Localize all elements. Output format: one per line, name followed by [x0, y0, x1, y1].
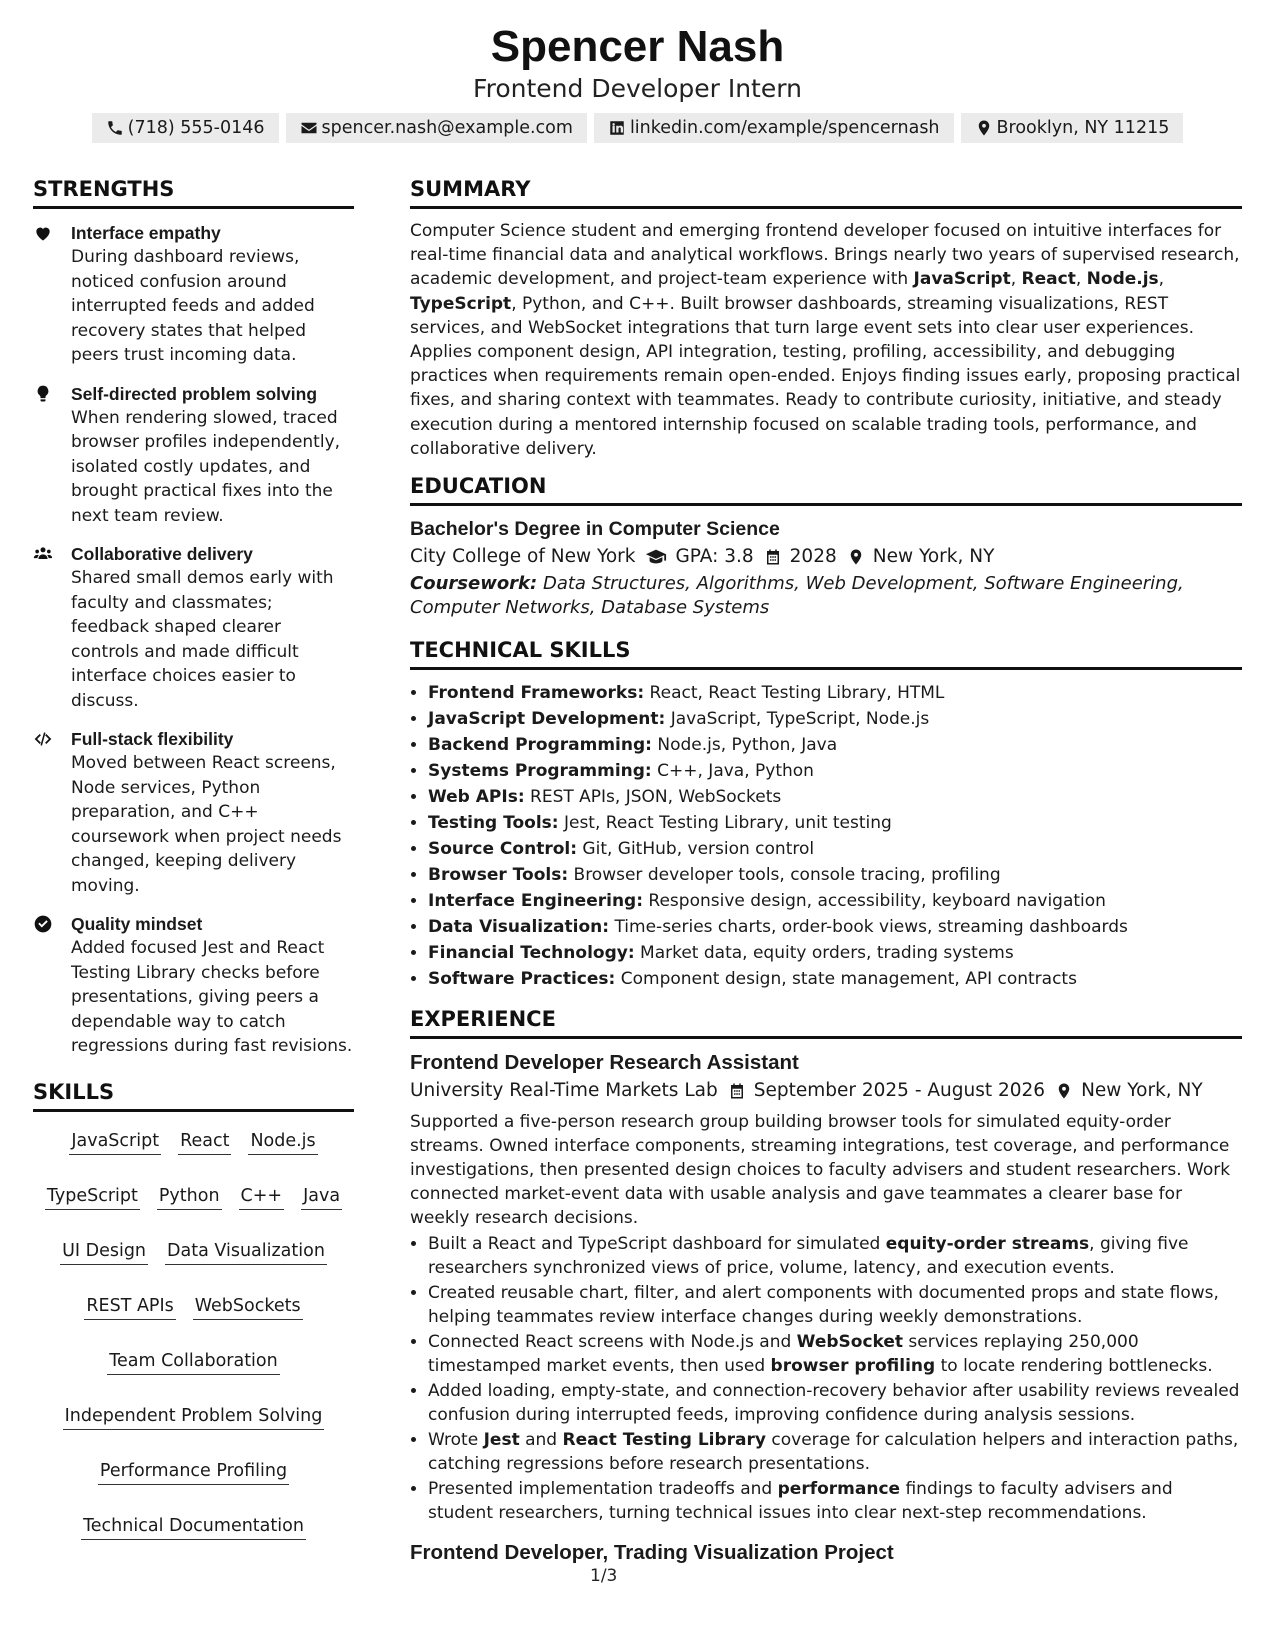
skill-chip: Technical Documentation [81, 1513, 306, 1540]
contact-phone [92, 113, 279, 143]
strength-title: Interface empathy [71, 223, 221, 243]
job-meta [410, 1076, 1242, 1106]
calendar-icon [764, 548, 782, 566]
strength-title: Self-directed problem solving [71, 383, 318, 404]
degree-title: Bachelor's Degree in Computer Science [410, 518, 780, 541]
list-item: • Backend Programming: Node.js, Python, Java [428, 732, 1242, 758]
contact-location [961, 113, 1184, 143]
skill-chip: JavaScript [69, 1128, 161, 1155]
skill-chip: Node.js [248, 1128, 317, 1155]
skill-chip: Independent Problem Solving [63, 1403, 325, 1430]
envelope-icon [300, 119, 318, 137]
check-circle-icon [33, 914, 53, 934]
job-dates: September 2025 - August 2026 [753, 1080, 1046, 1102]
skill-chip: Python [157, 1183, 222, 1210]
list-item: • Added loading, empty-state, and connection-recovery behavior after usability reviews revealed confusion during interrupted feeds, improving confidence during analysis sessions. [428, 1379, 1242, 1427]
list-item: • Web APIs: REST APIs, JSON, WebSockets [428, 784, 1242, 810]
list-item: • Software Practices: Component design, state management, API contracts [428, 966, 1242, 992]
strength-desc: Shared small demos early with faculty and classmates; feedback shaped clearer controls and made difficult interface choices easier to discuss. [71, 568, 334, 711]
right-column [410, 176, 1242, 1566]
strength-desc: During dashboard reviews, noticed confusion around interrupted feeds and added recovery states that helped peers trust incoming data. [71, 247, 315, 365]
list-item: • Data Visualization: Time-series charts, order-book views, streaming dashboards [428, 914, 1242, 940]
strength-title: Full-stack flexibility [71, 729, 234, 749]
list-item: • Presented implementation tradeoffs and performance findings to faculty advisers and student researchers, turning technical issues into clear next-step recommendations. [428, 1477, 1242, 1525]
experience-heading: EXPERIENCE [410, 1006, 1242, 1039]
contact-bar [0, 113, 1275, 143]
resume-body [33, 176, 1242, 1566]
skill-chip: Team Collaboration [107, 1348, 279, 1375]
job-bullets [410, 1232, 1242, 1525]
left-column [33, 176, 354, 1566]
heart-icon [33, 223, 53, 243]
school-name: City College of New York [410, 546, 636, 568]
strength-title: Collaborative delivery [71, 544, 253, 564]
skill-chip: WebSockets [193, 1293, 303, 1320]
list-item: • Interface Engineering: Responsive design, accessibility, keyboard navigation [428, 888, 1242, 914]
job-location: New York, NY [1081, 1080, 1203, 1102]
technical-skills-heading: TECHNICAL SKILLS [410, 637, 1242, 670]
contact-linkedin-text[interactable]: linkedin.com/example/spencernash [629, 118, 940, 138]
strength-desc: Moved between React screens, Node services, Python preparation, and C++ coursework when project needs changed, keeping delivery moving. [71, 753, 342, 896]
list-item: • Financial Technology: Market data, equity orders, trading systems [428, 940, 1242, 966]
users-icon [33, 544, 53, 564]
strength-desc: When rendering slowed, traced browser profiles independently, isolated costly updates, and brought practical fixes into the next team review. [71, 407, 341, 526]
list-item: • Frontend Frameworks: React, React Testing Library, HTML [428, 680, 1242, 706]
contact-linkedin[interactable] [594, 113, 954, 143]
skill-chip: C++ [239, 1183, 285, 1210]
strength-item [33, 382, 354, 529]
map-pin-icon [1055, 1082, 1073, 1100]
map-pin-icon [975, 119, 993, 137]
code-icon [33, 729, 53, 749]
candidate-name: Spencer Nash [490, 22, 785, 71]
graduation-cap-icon [645, 546, 667, 568]
contact-email[interactable] [286, 113, 587, 143]
skill-chip: REST APIs [84, 1293, 175, 1320]
strength-item [33, 727, 354, 898]
map-pin-icon [847, 548, 865, 566]
list-item: • Source Control: Git, GitHub, version control [428, 836, 1242, 862]
resume-header [0, 0, 1275, 143]
job-org: University Real-Time Markets Lab [410, 1080, 718, 1102]
skills-heading: SKILLS [33, 1079, 354, 1112]
contact-phone-text: (718) 555-0146 [127, 118, 265, 138]
job-description: Supported a five-person research group building browser tools for simulated equity-order streams. Owned interface components, streaming integrations, test coverage, and performance investigations, then presented design choices to faculty advisers and student researchers. Work connected market-event data with usable analysis and gave teammates a clearer base for weekly research decisions. [410, 1112, 1231, 1229]
calendar-icon [728, 1082, 746, 1100]
skill-chip: TypeScript [45, 1183, 140, 1210]
school-location: New York, NY [872, 546, 995, 568]
lightbulb-icon [33, 384, 53, 404]
contact-location-text: Brooklyn, NY 11215 [996, 118, 1170, 138]
job-title: Frontend Developer, Trading Visualization Project [410, 1541, 894, 1565]
grad-year: 2028 [789, 546, 837, 568]
strength-title: Quality mindset [71, 914, 203, 934]
list-item: • Wrote Jest and React Testing Library coverage for calculation helpers and interaction paths, catching regressions before research presentations. [428, 1428, 1242, 1476]
candidate-role: Frontend Developer Intern [473, 74, 802, 103]
list-item: • Built a React and TypeScript dashboard for simulated equity-order streams, giving five researchers synchronized views of price, volume, latency, and execution events. [428, 1232, 1242, 1280]
list-item: • Connected React screens with Node.js and WebSocket services replaying 250,000 timestamped market events, then used browser profiling to locate rendering bottlenecks. [428, 1330, 1242, 1378]
list-item: • JavaScript Development: JavaScript, TypeScript, Node.js [428, 706, 1242, 732]
linkedin-icon [608, 119, 626, 137]
technical-skills-list [410, 680, 1242, 992]
education-meta [410, 542, 1242, 572]
page-number: 1/3 [590, 1566, 618, 1586]
list-item: • Browser Tools: Browser developer tools, console tracing, profiling [428, 862, 1242, 888]
skill-chip: React [178, 1128, 231, 1155]
summary-heading: SUMMARY [410, 176, 1242, 209]
list-item: • Created reusable chart, filter, and alert components with documented props and state flows, helping teammates review interface changes during weekly demonstrations. [428, 1281, 1242, 1329]
skill-chip: UI Design [60, 1238, 148, 1265]
job-title: Frontend Developer Research Assistant [410, 1051, 799, 1075]
skill-chip: Data Visualization [165, 1238, 327, 1265]
coursework: Coursework: Data Structures, Algorithms, Web Development, Software Engineering, Computer Networks, Database Systems [410, 573, 1184, 618]
strength-item [33, 912, 354, 1059]
strength-item [33, 221, 354, 368]
gpa: GPA: 3.8 [675, 546, 754, 568]
skill-chip: Java [301, 1183, 342, 1210]
strength-desc: Added focused Jest and React Testing Library checks before presentations, giving peers a dependable way to catch regressions during fast revisions. [71, 938, 353, 1056]
strengths-heading: STRENGTHS [33, 176, 354, 209]
strength-item [33, 542, 354, 713]
summary-text: Computer Science student and emerging frontend developer focused on intuitive interfaces for real-time financial data and analytical workflows. Brings nearly two years of supervised research, academic development, and project-team experience with JavaScript, React, Node.js, TypeScript, Python, and C++. Built browser dashboards, streaming visualizations, REST services, and WebSocket integrations that turn large event sets into clear user experiences. Applies component design, API integration, testing, profiling, accessibility, and debugging practices when requirements remain open-ended. Enjoys finding issues early, proposing practical fixes, and sharing context with teammates. Ready to contribute curiosity, initiative, and steady execution during a mentored internship focused on scalable trading tools, performance, and collaborative delivery. [410, 221, 1241, 459]
education-heading: EDUCATION [410, 473, 1242, 506]
list-item: • Testing Tools: Jest, React Testing Library, unit testing [428, 810, 1242, 836]
contact-email-text[interactable]: spencer.nash@example.com [321, 118, 573, 138]
list-item: • Systems Programming: C++, Java, Python [428, 758, 1242, 784]
skills-chips [33, 1126, 354, 1540]
skill-chip: Performance Profiling [98, 1458, 289, 1485]
phone-icon [106, 119, 124, 137]
